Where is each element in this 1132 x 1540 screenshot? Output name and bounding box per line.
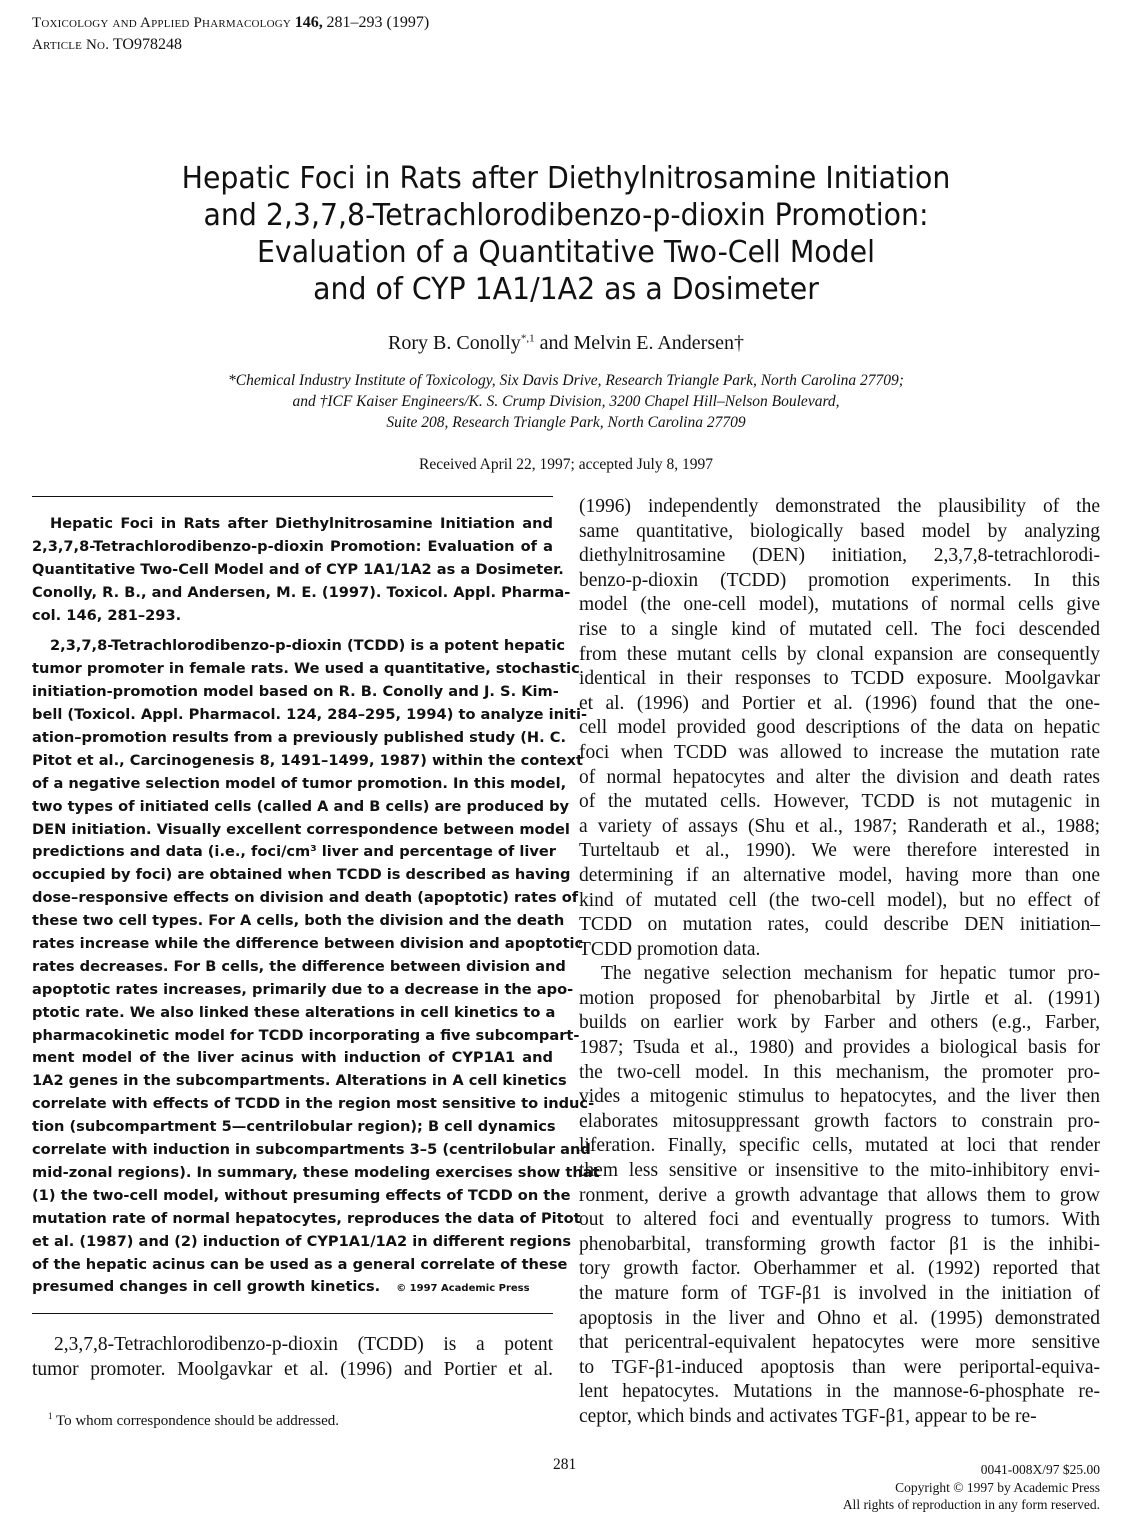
body-line: the mature form of TGF-β1 is involved in the initiation of bbox=[579, 1283, 1100, 1304]
abstract-body-line: pharmacokinetic model for TCDD incorporating a five subcompart- bbox=[32, 1026, 580, 1044]
body-line: foci when TCDD was allowed to increase the mutation rate bbox=[579, 741, 1100, 763]
abstract-body-line: tion (subcompartment 5—centrilobular region); B cell dynamics bbox=[32, 1118, 556, 1136]
body-line: out to altered foci and eventually progress to tumors. With bbox=[579, 1209, 1100, 1231]
abstract-body-line: predictions and data (i.e., foci/cm³ liver and percentage of liver bbox=[32, 843, 556, 861]
body-line: vides a mitogenic stimulus to hepatocytes, and the liver then bbox=[579, 1086, 1100, 1108]
body-line: them less sensitive or insensitive to the mito-inhibitory envi- bbox=[579, 1160, 1100, 1182]
body-line: the two-cell model. In this mechanism, the promoter pro- bbox=[579, 1061, 1100, 1083]
abstract-body-line: mutation rate of normal hepatocytes, reproduces the data of Pitot bbox=[32, 1209, 581, 1227]
abstract-body bbox=[32, 635, 600, 1299]
page-number: 281 bbox=[553, 1456, 577, 1473]
body-line: identical in their responses to TCDD exposure. Moolgavkar bbox=[579, 668, 1100, 690]
body-line: model (the one-cell model), mutations of normal cells give bbox=[579, 594, 1100, 616]
body-line: of normal hepatocytes and alter the division and death rates bbox=[579, 766, 1100, 788]
volume-number: 146, bbox=[294, 14, 323, 31]
body-line: ceptor, which binds and activates TGF-β1, appear to be re- bbox=[579, 1405, 1037, 1427]
body-line: 2,3,7,8-Tetrachlorodibenzo-p-dioxin (TCDD) is a potent bbox=[54, 1334, 553, 1355]
left-column-body bbox=[32, 1332, 553, 1381]
abstract-citation-line: Conolly, R. B., and Andersen, M. E. (1997). Toxicol. Appl. Pharma- bbox=[32, 583, 571, 601]
abstract-body-line: ment model of the liver acinus with induction of CYP1A1 and bbox=[32, 1049, 553, 1067]
pages-year: 281–293 (1997) bbox=[326, 14, 430, 31]
abstract-body-line: Pitot et al., Carcinogenesis 8, 1491–1499, 1987) within the context bbox=[32, 751, 583, 769]
body-line: apoptosis in the liver and Ohno et al. (1995) demonstrated bbox=[579, 1307, 1100, 1329]
abstract-body-line: 2,3,7,8-Tetrachlorodibenzo-p-dioxin (TCDD) is a potent hepatic bbox=[50, 637, 566, 655]
body-line: from these mutant cells by clonal expansion are consequently bbox=[579, 643, 1100, 665]
abstract-body-line: correlate with effects of TCDD in the region most sensitive to induc- bbox=[32, 1095, 595, 1113]
body-line: phenobarbital, transforming growth factor β1 is the inhibi- bbox=[579, 1233, 1100, 1255]
abstract-body-line: of a negative selection model of tumor promotion. In this model, bbox=[32, 774, 567, 792]
body-line: (1996) independently demonstrated the plausibility of the bbox=[579, 496, 1100, 517]
abstract-citation-line: col. 146, 281–293. bbox=[32, 606, 182, 624]
abstract-body-line: occupied by foci) are obtained when TCDD is described as having bbox=[32, 866, 571, 884]
abstract-body-line: rates decreases. For B cells, the difference between division and bbox=[32, 957, 566, 975]
title-line: and 2,3,7,8-Tetrachlorodibenzo-p-dioxin Promotion: bbox=[203, 198, 929, 233]
author-name: Rory B. Conolly bbox=[388, 332, 521, 354]
body-line: ronment, derive a growth advantage that allows them to grow bbox=[579, 1184, 1100, 1206]
body-line: same quantitative, biologically based model by analyzing bbox=[579, 520, 1100, 542]
abstract-citation bbox=[32, 513, 571, 627]
abstract-body-line: ptotic rate. We also linked these alterations in cell kinetics to a bbox=[32, 1003, 556, 1021]
author-affiliation-mark: *,1 bbox=[520, 332, 535, 345]
abstract-body-line: initiation-promotion model based on R. B. Conolly and J. S. Kim- bbox=[32, 683, 559, 701]
abstract-body-line: two types of initiated cells (called A and B cells) are produced by bbox=[32, 797, 570, 815]
author-name: Melvin E. Andersen† bbox=[573, 332, 744, 354]
abstract-body-line: ation–promotion results from a previously published study (H. C. bbox=[32, 729, 567, 747]
body-line: lent hepatocytes. Mutations in the mannose-6-phosphate re- bbox=[579, 1381, 1100, 1403]
body-line: TCDD on mutation rates, could describe DEN initiation– bbox=[579, 914, 1100, 936]
body-line: et al. (1996) and Portier et al. (1996) found that the one- bbox=[579, 692, 1100, 714]
author-list bbox=[0, 332, 1132, 355]
imprint-line: Copyright © 1997 by Academic Press bbox=[895, 1479, 1100, 1495]
abstract-copyright: © 1997 Academic Press bbox=[396, 1283, 530, 1295]
abstract-body-line: tumor promoter in female rats. We used a quantitative, stochastic bbox=[32, 660, 580, 678]
footnote bbox=[48, 1411, 339, 1430]
affiliations bbox=[0, 370, 1132, 433]
article-line bbox=[32, 34, 429, 56]
body-line: that pericentral-equivalent hepatocytes were more sensitive bbox=[579, 1332, 1100, 1354]
abstract-bottom-rule bbox=[32, 1313, 553, 1314]
title-line: Evaluation of a Quantitative Two-Cell Model bbox=[256, 235, 876, 270]
affiliation-line: and †ICF Kaiser Engineers/K. S. Crump Division, 3200 Chapel Hill–Nelson Boulevard, bbox=[292, 393, 840, 410]
copyright-imprint bbox=[843, 1461, 1100, 1514]
body-line: kind of mutated cell (the two-cell model), but no effect of bbox=[579, 889, 1100, 911]
imprint-line: All rights of reproduction in any form reserved. bbox=[842, 1497, 1100, 1512]
right-column-body bbox=[579, 495, 1100, 1430]
article-number: TO978248 bbox=[112, 36, 182, 53]
body-line: of the mutated cells. However, TCDD is not mutagenic in bbox=[579, 791, 1100, 813]
body-line: determining if an alternative model, having more than one bbox=[579, 864, 1100, 886]
running-head bbox=[32, 12, 429, 56]
journal-name: Toxicology and Applied Pharmacology bbox=[32, 15, 292, 31]
paper-title bbox=[40, 160, 1093, 308]
affiliation-line: Suite 208, Research Triangle Park, North Carolina 27709 bbox=[386, 414, 746, 431]
author-connector: and bbox=[534, 332, 574, 354]
abstract-body-line: these two cell types. For A cells, both the division and the death bbox=[32, 912, 565, 930]
title-line: Hepatic Foci in Rats after Diethylnitrosamine Initiation bbox=[181, 161, 951, 196]
abstract-citation-line: 2,3,7,8-Tetrachlorodibenzo-p-dioxin Promotion: Evaluation of a bbox=[32, 537, 553, 555]
abstract-body-line: correlate with induction in subcompartments 3–5 (centrilobular and bbox=[32, 1141, 591, 1159]
body-line: a variety of assays (Shu et al., 1987; Randerath et al., 1988; bbox=[579, 815, 1100, 837]
body-line: tumor promoter. Moolgavkar et al. (1996) and Portier et al. bbox=[32, 1358, 553, 1380]
abstract-body-line: mid-zonal regions). In summary, these modeling exercises show that bbox=[32, 1163, 600, 1181]
body-line: diethylnitrosamine (DEN) initiation, 2,3,7,8-tetrachlorodi- bbox=[579, 545, 1100, 567]
abstract-top-rule bbox=[32, 496, 553, 497]
affiliation-line: *Chemical Industry Institute of Toxicology, Six Davis Drive, Research Triangle Park, North Carolina 27709; bbox=[228, 372, 904, 389]
body-line: elaborates mitosuppressant growth factors to constrain pro- bbox=[579, 1110, 1100, 1132]
body-line: benzo-p-dioxin (TCDD) promotion experiments. In this bbox=[579, 569, 1100, 591]
body-line: rise to a single kind of mutated cell. The foci descended bbox=[579, 618, 1100, 640]
body-line: cell model provided good descriptions of the data on hepatic bbox=[579, 717, 1100, 739]
body-line: liferation. Finally, specific cells, mutated at loci that render bbox=[579, 1135, 1100, 1157]
footnote-mark: 1 bbox=[48, 1411, 53, 1421]
body-line: Turteltaub et al., 1990). We were therefore interested in bbox=[579, 840, 1100, 862]
body-line: The negative selection mechanism for hepatic tumor pro- bbox=[601, 963, 1100, 985]
footnote-text: To whom correspondence should be addressed. bbox=[55, 1413, 340, 1429]
body-line: 1987; Tsuda et al., 1980) and provides a biological basis for bbox=[579, 1037, 1100, 1059]
article-label: Article No. bbox=[32, 37, 110, 53]
abstract-body-line: presumed changes in cell growth kinetics. © 1997 Academic Press bbox=[32, 1278, 530, 1296]
received-dates: Received April 22, 1997; accepted July 8, 1997 bbox=[418, 456, 713, 473]
abstract-body-line: apoptotic rates increases, primarily due to a decrease in the apo- bbox=[32, 980, 574, 998]
abstract-body-line: et al. (1987) and (2) induction of CYP1A1/1A2 in different regions bbox=[32, 1232, 572, 1250]
imprint-line: 0041-008X/97 $25.00 bbox=[980, 1462, 1100, 1477]
abstract-body-line: rates increase while the difference between division and apoptotic bbox=[32, 935, 584, 953]
title-line: and of CYP 1A1/1A2 as a Dosimeter bbox=[313, 272, 819, 307]
body-line: TCDD promotion data. bbox=[579, 938, 761, 960]
body-line: to TGF-β1-induced apoptosis than were periportal-equiva- bbox=[579, 1356, 1100, 1378]
abstract-citation-line: Quantitative Two-Cell Model and of CYP 1A1/1A2 as a Dosimeter. bbox=[32, 560, 564, 578]
body-line: motion proposed for phenobarbital by Jirtle et al. (1991) bbox=[579, 987, 1100, 1009]
abstract-body-line: 1A2 genes in the subcompartments. Alterations in A cell kinetics bbox=[32, 1072, 567, 1090]
body-line: tory growth factor. Oberhammer et al. (1992) reported that bbox=[579, 1258, 1100, 1280]
abstract bbox=[32, 513, 600, 1299]
abstract-body-line: dose–responsive effects on division and death (apoptotic) rates of bbox=[32, 889, 579, 907]
body-line: builds on earlier work by Farber and others (e.g., Farber, bbox=[579, 1012, 1100, 1034]
abstract-body-line: DEN initiation. Visually excellent correspondence between model bbox=[32, 820, 570, 838]
spacer bbox=[32, 627, 553, 635]
abstract-body-line: bell (Toxicol. Appl. Pharmacol. 124, 284–295, 1994) to analyze initi- bbox=[32, 706, 588, 724]
abstract-citation-line: Hepatic Foci in Rats after Diethylnitrosamine Initiation and bbox=[50, 515, 553, 532]
abstract-body-line: of the hepatic acinus can be used as a general correlate of these bbox=[32, 1255, 568, 1273]
abstract-body-line: (1) the two-cell model, without presuming effects of TCDD on the bbox=[32, 1186, 571, 1204]
journal-line bbox=[32, 12, 429, 34]
